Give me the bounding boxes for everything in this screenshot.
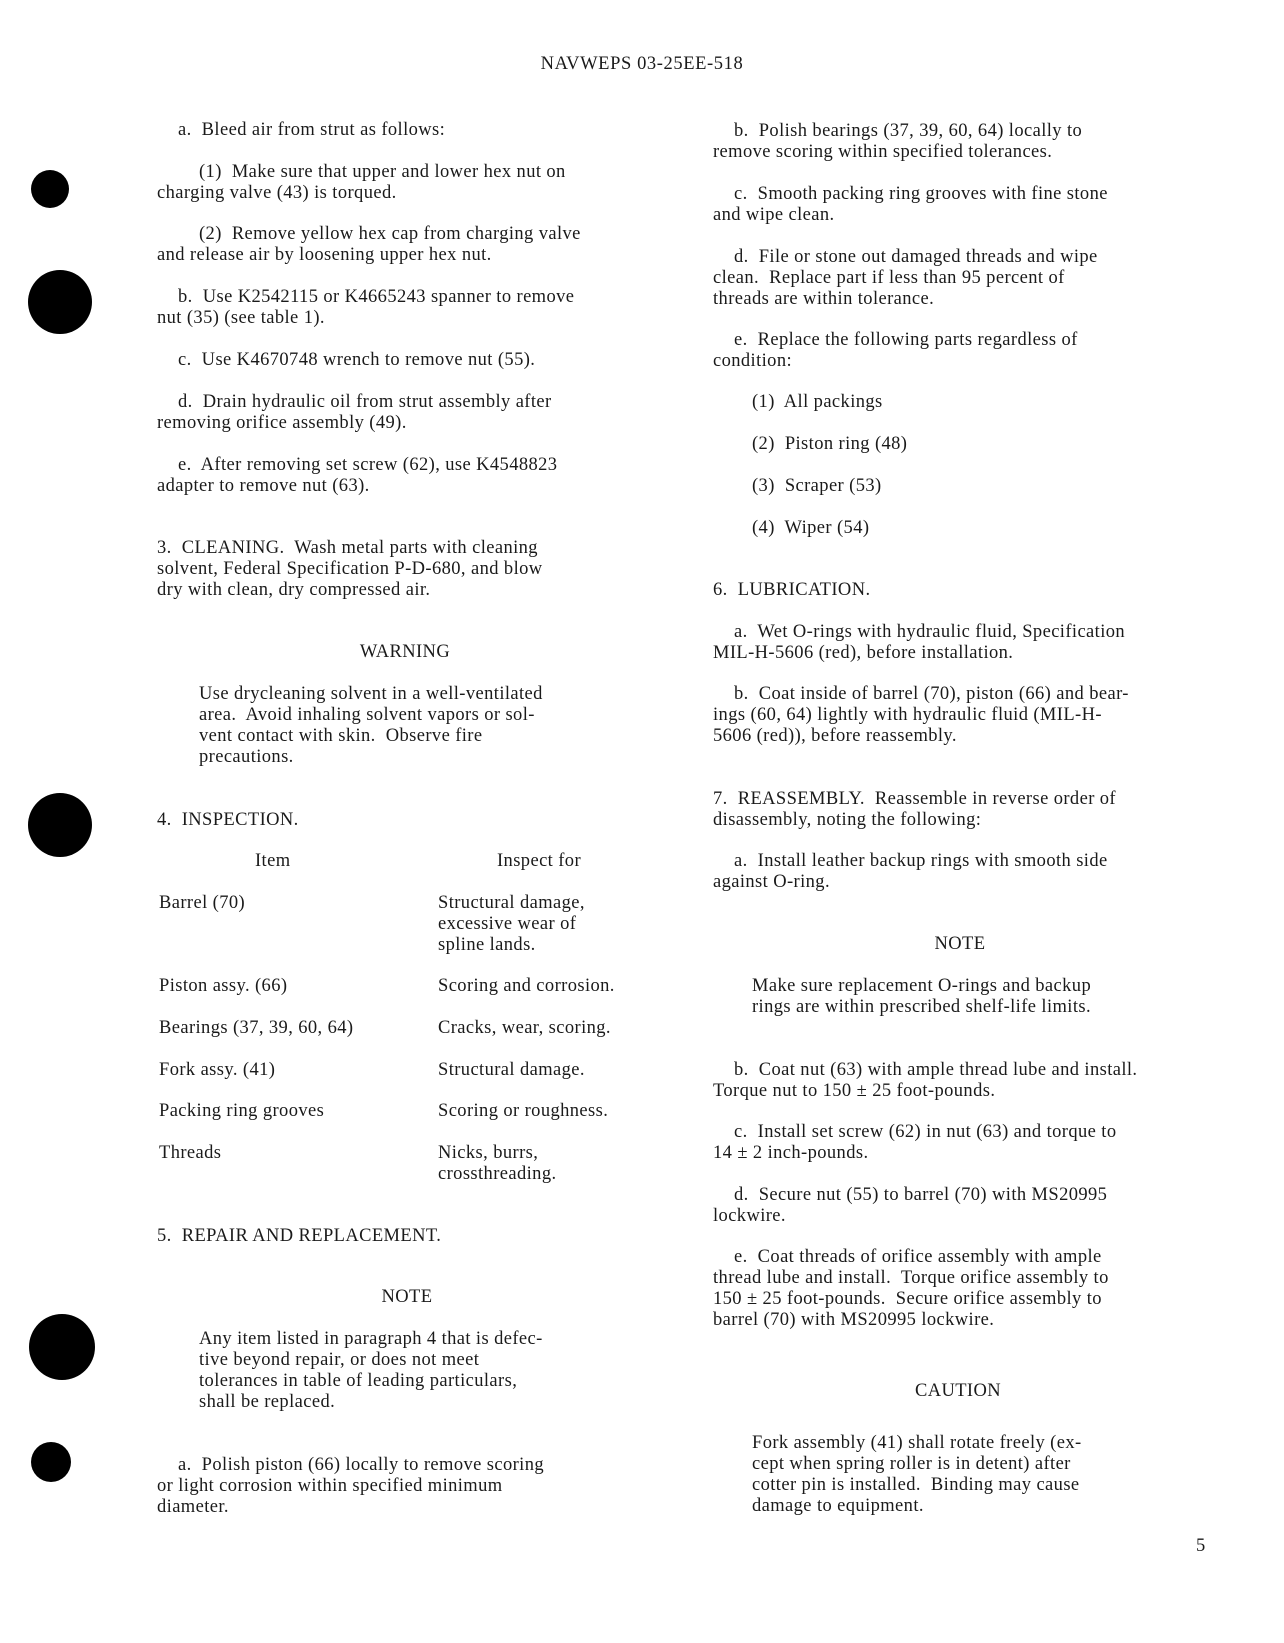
- punch-hole: [29, 1314, 95, 1380]
- step-a2-line: (2) Remove yellow hex cap from charging valve: [199, 224, 581, 244]
- reasm-d-line: lockwire.: [713, 1206, 786, 1226]
- step-a1-line: (1) Make sure that upper and lower hex nut on: [199, 162, 566, 182]
- reasm-e-line: 150 ± 25 foot-pounds. Secure orifice assembly to: [713, 1289, 1102, 1309]
- caution-title-line: CAUTION: [914, 1381, 1002, 1401]
- caution-text-line: cept when spring roller is in detent) after: [752, 1454, 1071, 1474]
- table-cell-inspect-for: spline lands.: [438, 935, 536, 955]
- inspection-title-line: 4. INSPECTION.: [157, 810, 299, 830]
- table-header-inspect-for: Inspect for: [497, 851, 582, 871]
- table-cell-item: Fork assy. (41): [159, 1060, 276, 1080]
- repair-e3-line: (3) Scraper (53): [752, 476, 882, 496]
- repair-a-line: diameter.: [157, 1497, 229, 1517]
- punch-hole: [31, 170, 69, 208]
- repair-c-line: c. Smooth packing ring grooves with fine stone: [734, 184, 1108, 204]
- reasm-c-line: c. Install set screw (62) in nut (63) and torque to: [734, 1122, 1117, 1142]
- lube-a-line: a. Wet O-rings with hydraulic fluid, Specification: [734, 622, 1126, 642]
- reassembly-line: 7. REASSEMBLY. Reassemble in reverse order of: [713, 789, 1116, 809]
- table-cell-item: Piston assy. (66): [159, 976, 288, 996]
- reasm-b-line: b. Coat nut (63) with ample thread lube and install.: [734, 1060, 1138, 1080]
- note-text-line: tive beyond repair, or does not meet: [199, 1350, 480, 1370]
- step-d-line: removing orifice assembly (49).: [157, 413, 407, 433]
- reasm-d-line: d. Secure nut (55) to barrel (70) with MS20995: [734, 1185, 1108, 1205]
- repair-title-line: 5. REPAIR AND REPLACEMENT.: [157, 1226, 442, 1246]
- note-text-line: shall be replaced.: [199, 1392, 336, 1412]
- lube-a-line: MIL-H-5606 (red), before installation.: [713, 643, 1014, 663]
- lube-b-line: b. Coat inside of barrel (70), piston (66) and bear-: [734, 684, 1129, 704]
- table-cell-inspect-for: Structural damage.: [438, 1060, 585, 1080]
- repair-e1-line: (1) All packings: [752, 392, 883, 412]
- table-cell-item: Barrel (70): [159, 893, 246, 913]
- punch-hole: [28, 793, 92, 857]
- step-d-line: d. Drain hydraulic oil from strut assembly after: [178, 392, 552, 412]
- step-e-line: adapter to remove nut (63).: [157, 476, 370, 496]
- table-cell-inspect-for: Nicks, burrs,: [438, 1143, 539, 1163]
- repair-a-line: a. Polish piston (66) locally to remove scoring: [178, 1455, 545, 1475]
- warning-text-line: Use drycleaning solvent in a well-ventilated: [199, 684, 543, 704]
- caution-text-line: damage to equipment.: [752, 1496, 924, 1516]
- warning-title-line: WARNING: [359, 642, 451, 662]
- reasm-e-line: e. Coat threads of orifice assembly with ample: [734, 1247, 1102, 1267]
- page-number: 5: [1196, 1536, 1206, 1556]
- reasm-e-line: thread lube and install. Torque orifice assembly to: [713, 1268, 1109, 1288]
- table-cell-item: Bearings (37, 39, 60, 64): [159, 1018, 354, 1038]
- note-title-line: NOTE: [381, 1287, 433, 1307]
- punch-hole: [28, 270, 92, 334]
- reasm-c-line: 14 ± 2 inch-pounds.: [713, 1143, 869, 1163]
- lube-b-line: 5606 (red)), before reassembly.: [713, 726, 957, 746]
- step-a-line: a. Bleed air from strut as follows:: [178, 120, 446, 140]
- repair-c-line: and wipe clean.: [713, 205, 835, 225]
- table-cell-item: Packing ring grooves: [159, 1101, 325, 1121]
- step-c-line: c. Use K4670748 wrench to remove nut (55).: [178, 350, 536, 370]
- repair-e2-line: (2) Piston ring (48): [752, 434, 908, 454]
- reasm-a-line: a. Install leather backup rings with smooth side: [734, 851, 1108, 871]
- cleaning-line: solvent, Federal Specification P-D-680, and blow: [157, 559, 543, 579]
- step-a1-line: charging valve (43) is torqued.: [157, 183, 397, 203]
- table-cell-item: Threads: [159, 1143, 222, 1163]
- warning-text-line: precautions.: [199, 747, 294, 767]
- repair-d-line: clean. Replace part if less than 95 percent of: [713, 268, 1065, 288]
- repair-e4-line: (4) Wiper (54): [752, 518, 870, 538]
- repair-a-line: or light corrosion within specified minimum: [157, 1476, 503, 1496]
- repair-b-line: remove scoring within specified tolerances.: [713, 142, 1053, 162]
- step-e-line: e. After removing set screw (62), use K4548823: [178, 455, 558, 475]
- repair-e-line: e. Replace the following parts regardless of: [734, 330, 1078, 350]
- reasm-b-line: Torque nut to 150 ± 25 foot-pounds.: [713, 1081, 996, 1101]
- punch-hole: [31, 1442, 71, 1482]
- warning-text-line: area. Avoid inhaling solvent vapors or sol-: [199, 705, 535, 725]
- table-cell-inspect-for: crossthreading.: [438, 1164, 557, 1184]
- lube-b-line: ings (60, 64) lightly with hydraulic fluid (MIL-H-: [713, 705, 1102, 725]
- note2-text-line: rings are within prescribed shelf-life limits.: [752, 997, 1091, 1017]
- table-cell-inspect-for: excessive wear of: [438, 914, 577, 934]
- lubrication-title-line: 6. LUBRICATION.: [713, 580, 871, 600]
- repair-d-line: threads are within tolerance.: [713, 289, 935, 309]
- table-cell-inspect-for: Scoring or roughness.: [438, 1101, 609, 1121]
- reasm-e-line: barrel (70) with MS20995 lockwire.: [713, 1310, 995, 1330]
- reassembly-line: disassembly, noting the following:: [713, 810, 982, 830]
- step-b-line: nut (35) (see table 1).: [157, 308, 325, 328]
- step-a2-line: and release air by loosening upper hex nut.: [157, 245, 492, 265]
- note2-title-line: NOTE: [934, 934, 986, 954]
- repair-b-line: b. Polish bearings (37, 39, 60, 64) locally to: [734, 121, 1083, 141]
- table-cell-inspect-for: Scoring and corrosion.: [438, 976, 615, 996]
- cleaning-line: dry with clean, dry compressed air.: [157, 580, 431, 600]
- step-b-line: b. Use K2542115 or K4665243 spanner to remove: [178, 287, 575, 307]
- repair-d-line: d. File or stone out damaged threads and wipe: [734, 247, 1098, 267]
- table-cell-inspect-for: Cracks, wear, scoring.: [438, 1018, 611, 1038]
- note-text-line: Any item listed in paragraph 4 that is defec-: [199, 1329, 543, 1349]
- note2-text-line: Make sure replacement O-rings and backup: [752, 976, 1092, 996]
- caution-text-line: cotter pin is installed. Binding may cause: [752, 1475, 1080, 1495]
- table-header-item: Item: [255, 851, 291, 871]
- note-text-line: tolerances in table of leading particulars,: [199, 1371, 518, 1391]
- caution-text-line: Fork assembly (41) shall rotate freely (ex-: [752, 1433, 1082, 1453]
- cleaning-line: 3. CLEANING. Wash metal parts with cleaning: [157, 538, 538, 558]
- warning-text-line: vent contact with skin. Observe fire: [199, 726, 483, 746]
- reasm-a-line: against O-ring.: [713, 872, 830, 892]
- table-cell-inspect-for: Structural damage,: [438, 893, 585, 913]
- repair-e-line: condition:: [713, 351, 793, 371]
- document-header: NAVWEPS 03-25EE-518: [540, 54, 744, 74]
